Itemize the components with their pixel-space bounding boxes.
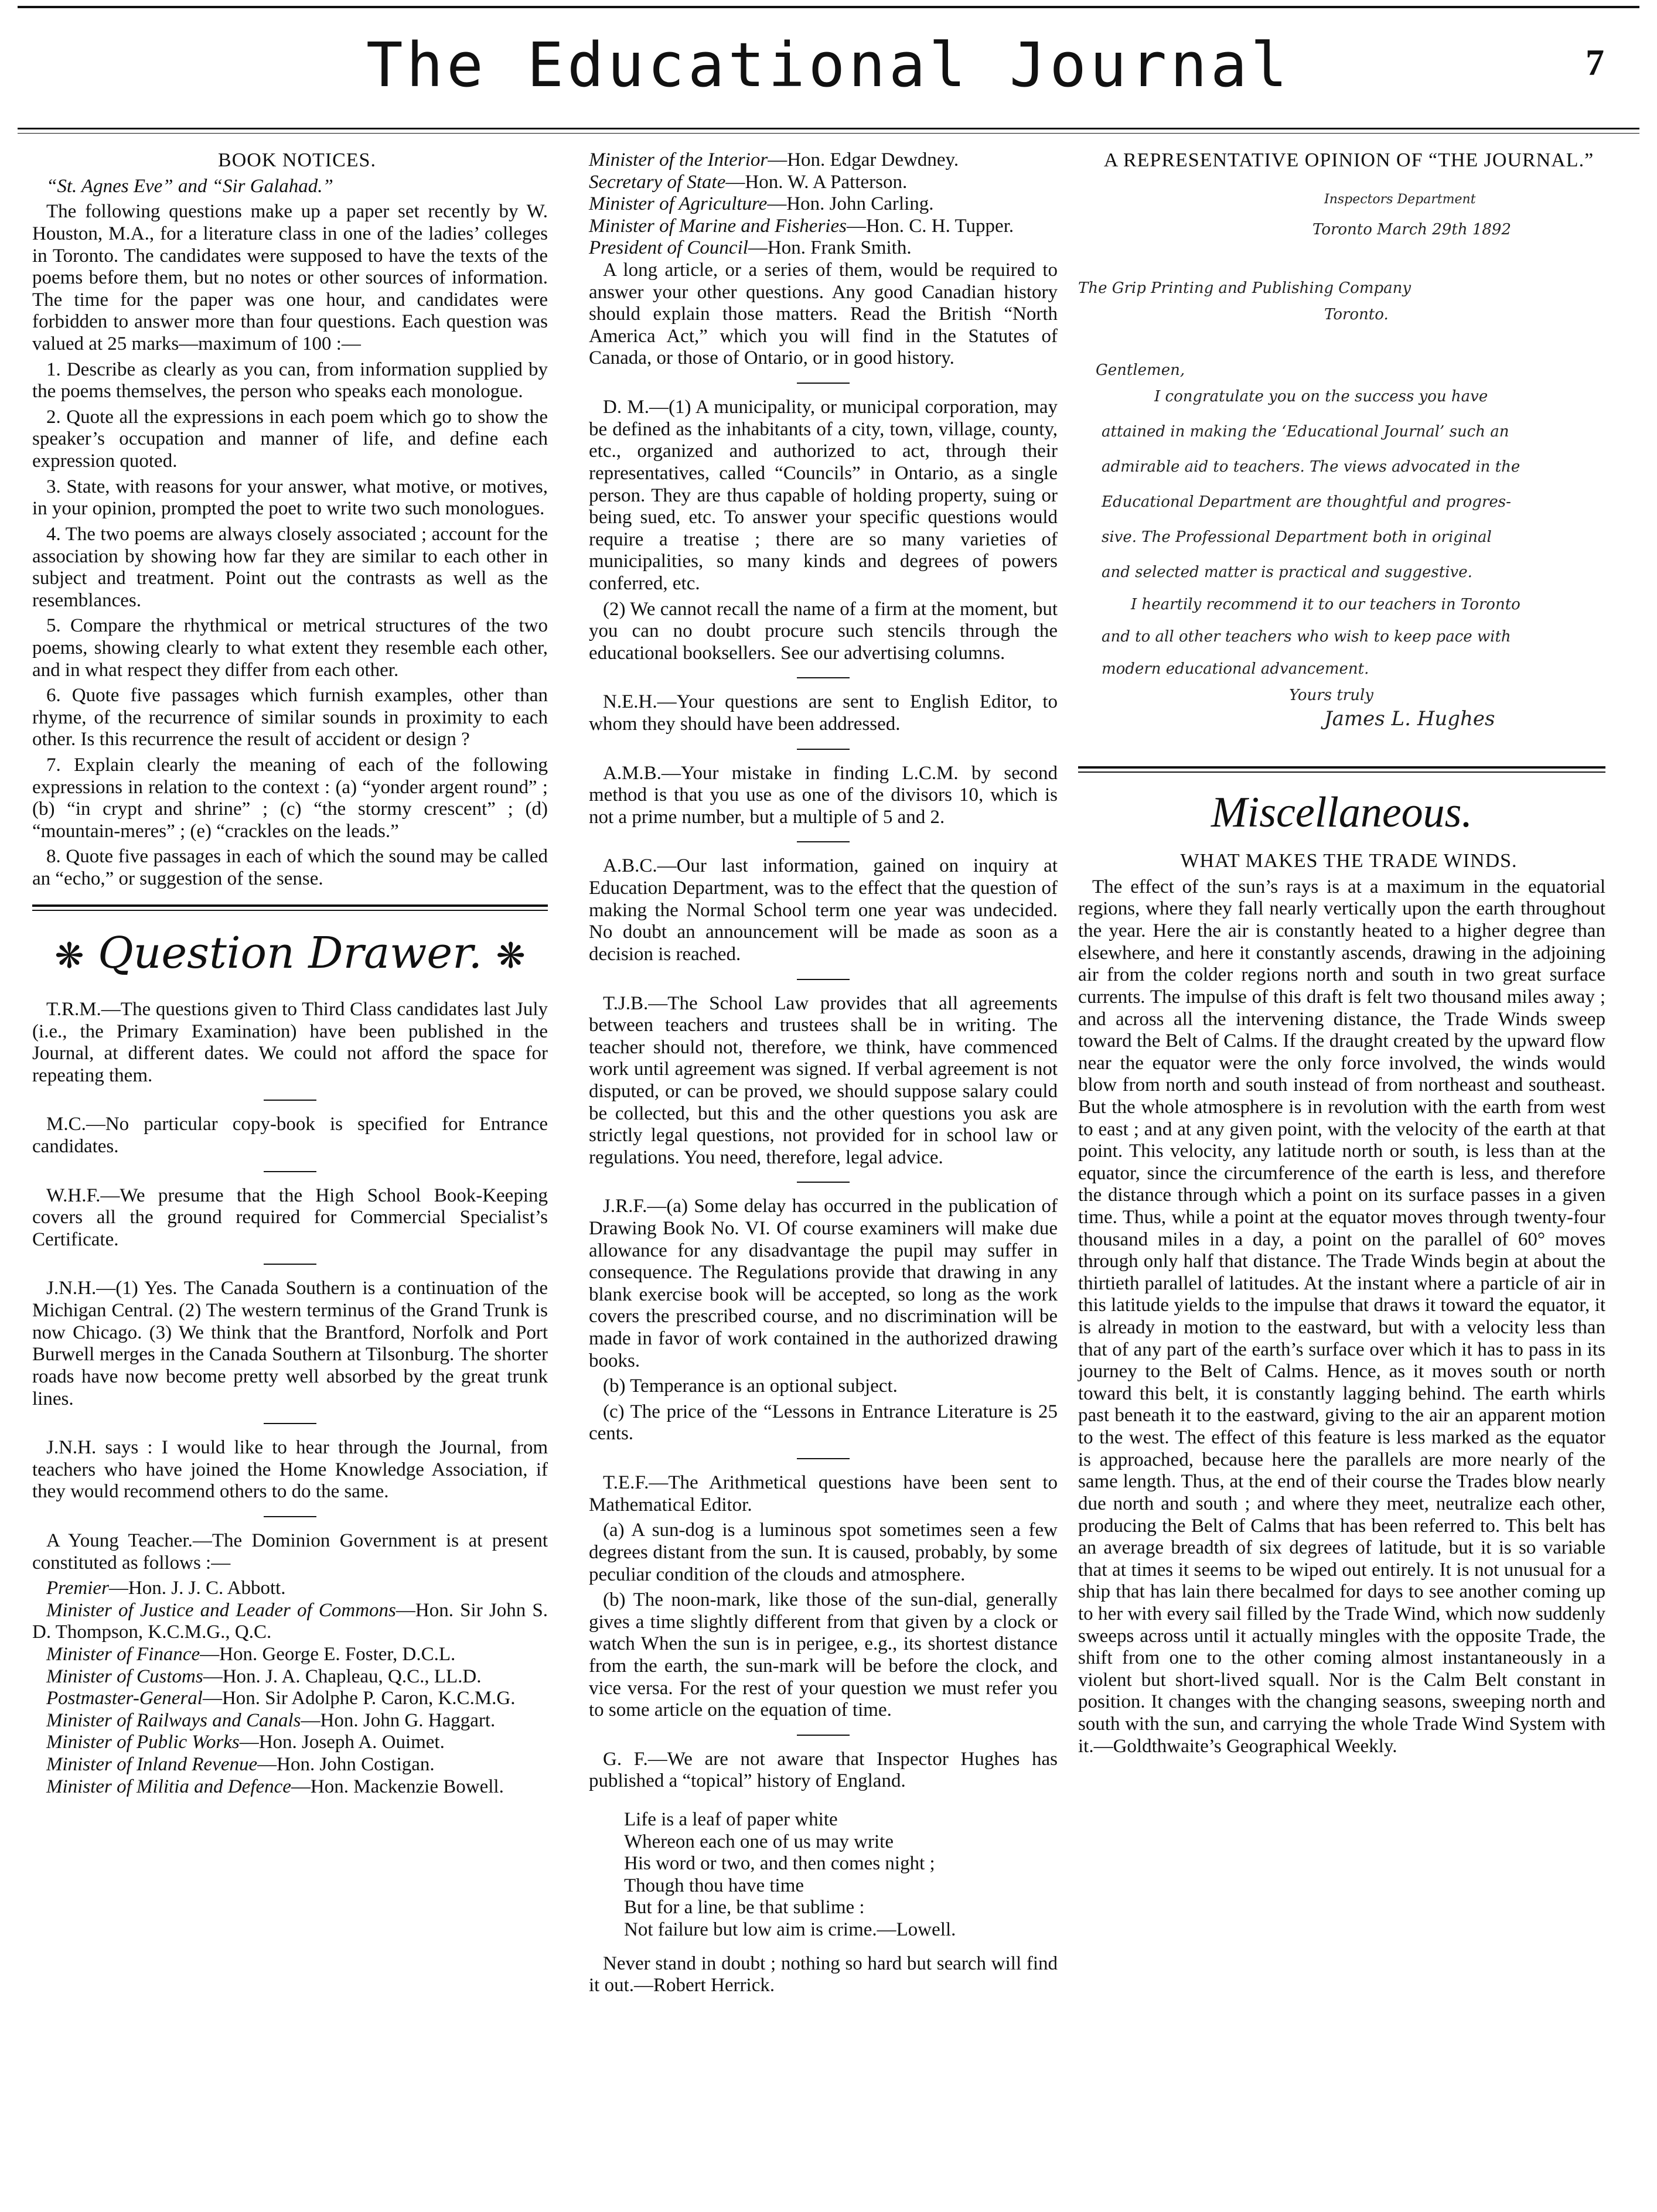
- answer-item: T.J.B.—The School Law provides that all agreements between teachers and trustees shall be in writing. The teacher should not, therefore, we think, have commenced work until agreement was signed. If verbal agreement is not disputed, or can be proved, we should suppose salary could be collected, but this and the other questions you ask are strictly legal questions, not provided for in school law or regulations. You need, therefore, legal advice.: [589, 992, 1058, 1168]
- minister-name: —Hon. John G. Haggart.: [301, 1709, 496, 1731]
- page-number: 7: [1586, 42, 1604, 83]
- minister-office: Minister of Militia and Defence: [46, 1776, 291, 1797]
- minister-entry: [32, 1754, 548, 1776]
- minister-entry: [32, 1644, 548, 1666]
- ministers-list: [32, 1578, 548, 1798]
- short-rule: [264, 1516, 316, 1517]
- masthead-rule: [18, 128, 1639, 134]
- answer-item: J.N.H.—(1) Yes. The Canada Southern is a continuation of the Michigan Central. (2) The western terminus of the Grand Trunk is now Chicago. (3) We think that the Brantford, Norfolk and Port Burwell merges in the Canada Southern at Tilsonburg. The shorter roads have now become pretty well absorbed by the great trunk lines.: [32, 1278, 548, 1409]
- minister-office: Minister of Finance: [46, 1644, 200, 1665]
- minister-office: Premier: [46, 1578, 109, 1599]
- minister-office: President of Council: [589, 237, 748, 259]
- opinion-heading: A REPRESENTATIVE OPINION OF “THE JOURNAL.”: [1103, 149, 1594, 171]
- minister-name: —Hon. George E. Foster, D.C.L.: [200, 1644, 456, 1665]
- letter-date: Toronto March 29th 1892: [1312, 220, 1512, 238]
- short-rule: [797, 383, 850, 384]
- poem-line: Whereon each one of us may write: [624, 1831, 894, 1852]
- ornament-icon: ❋: [54, 935, 84, 977]
- letter-line: I heartily recommend it to our teachers in Toronto: [1131, 595, 1520, 613]
- short-rule: [264, 1171, 316, 1172]
- answer-item: N.E.H.—Your questions are sent to English Editor, to whom they should have been addressed.: [589, 691, 1058, 735]
- book-notices-subtitle: “St. Agnes Eve” and “Sir Galahad.”: [46, 175, 333, 197]
- minister-name: —Hon. J. A. Chapleau, Q.C., LL.D.: [203, 1665, 482, 1687]
- column-middle: [589, 149, 1058, 2001]
- answer-item: (b) The noon-mark, like those of the sun-dial, generally gives a time slightly different from that given by a clock or watch When the sun is in perigee, e.g., its shortest distance from the earth, the sun-mark will be before the clock, and vice versa. For the rest of your question we must refer you to some article on the equation of time.: [589, 1589, 1058, 1721]
- exam-question: 8. Quote five passages in each of which the sound may be called an “echo,” or suggestion of the sense.: [32, 846, 548, 890]
- answer-item: T.R.M.—The questions given to Third Class candidates last July (i.e., the Primary Examination) have been published in the Journal, at different dates. We could not afford the space for repeating them.: [32, 999, 548, 1086]
- short-rule: [264, 1423, 316, 1424]
- exam-question: 2. Quote all the expressions in each poem which go to show the speaker’s occupation and manner of life, and define each expression quoted.: [32, 406, 548, 472]
- minister-office: Minister of Marine and Fisheries: [589, 215, 847, 237]
- young-teacher-intro: A Young Teacher.—The Dominion Government is at present constituted as follows :—: [32, 1530, 548, 1573]
- minister-entry: [32, 1732, 548, 1754]
- minister-entry: [589, 193, 1058, 216]
- poem-line: But for a line, be that sublime :: [624, 1897, 865, 1919]
- minister-entry: [32, 1666, 548, 1688]
- letter-line: sive. The Professional Department both in original: [1102, 528, 1492, 546]
- answer-item: (b) Temperance is an optional subject.: [603, 1375, 898, 1397]
- minister-office: Minister of Public Works: [46, 1732, 240, 1753]
- poem-line: His word or two, and then comes night ;: [624, 1853, 935, 1875]
- top-rule: [18, 6, 1639, 8]
- minister-name: —Hon. Sir Adolphe P. Caron, K.C.M.G.: [202, 1688, 516, 1709]
- column-left: [32, 149, 548, 1798]
- minister-name: —Hon. J. J. C. Abbott.: [108, 1578, 286, 1599]
- exam-question: 5. Compare the rhythmical or metrical structures of the two poems, showing clearly to what extent they resemble each other, and in what respect they differ from each other.: [32, 615, 548, 681]
- answer-item: D. M.—(1) A municipality, or municipal corporation, may be defined as the inhabitants of a city, town, village, county, etc., organized and authorized to act, through their representatives, called “Councils” in Ontario, as a single person. They are thus capable of holding property, suing or being sued, etc. To answer your specific questions would require a treatise ; there are so many varieties of municipalities, so many kinds and degrees of powers conferred, etc.: [589, 397, 1058, 594]
- answer-item: W.H.F.—We presume that the High School Book-Keeping covers all the ground required for Commercial Specialist’s Certificate.: [32, 1184, 548, 1250]
- short-rule: [797, 1735, 850, 1736]
- letter-line: admirable aid to teachers. The views advocated in the: [1102, 458, 1520, 476]
- minister-office: Secretary of State: [589, 171, 726, 193]
- question-drawer-heading: [32, 929, 548, 978]
- letter-line: modern educational advancement.: [1102, 660, 1369, 678]
- minister-entry: [32, 1600, 548, 1644]
- minister-entry: [32, 1688, 548, 1710]
- minister-name: —Hon. Sir John S. D. Thompson, K.C.M.G., Q.C.: [32, 1599, 548, 1643]
- letter-line: and to all other teachers who wish to keep pace with: [1102, 627, 1511, 646]
- letter-dept: Inspectors Department: [1324, 192, 1476, 207]
- minister-name: —Hon. Edgar Dewdney.: [768, 149, 959, 170]
- poem-line: Not failure but low aim is crime.—Lowell.: [624, 1919, 956, 1941]
- letter-addressee: The Grip Printing and Publishing Company: [1078, 279, 1411, 297]
- answer-item: (2) We cannot recall the name of a firm at the moment, but you can no doubt procure such stencils through the educational booksellers. See our advertising columns.: [589, 598, 1058, 664]
- short-rule: [797, 841, 850, 842]
- minister-entry: [32, 1710, 548, 1732]
- minister-entry: [589, 172, 1058, 194]
- column-right: [1078, 149, 1605, 1761]
- minister-name: —Hon. Mackenzie Bowell.: [291, 1776, 504, 1797]
- answer-item: J.R.F.—(a) Some delay has occurred in the publication of Drawing Book No. VI. Of course examiners will make due allowance for any disadvantage the pupil may suffer in consequence. The Regulations provide that drawing in any blank exercise book will be accepted, so long as the work covers the prescribed course, and no discrimination will be made in favor of work contained in the authorized drawing books.: [589, 1196, 1058, 1371]
- answer-item: G. F.—We are not aware that Inspector Hughes has published a “topical” history of England.: [589, 1748, 1058, 1792]
- closing-quote: Never stand in doubt ; nothing so hard but search will find it out.—Robert Herrick.: [589, 1952, 1058, 1996]
- letter-line: Educational Department are thoughtful and progres-: [1102, 493, 1511, 511]
- minister-entry: [589, 149, 1058, 172]
- minister-office: Minister of Agriculture: [589, 193, 768, 215]
- exam-question: 7. Explain clearly the meaning of each of the following expressions in relation to the context : (a) “yonder argent round” ; (b) “in crypt and shrine” ; (c) “the stormy crescent” ; (d) “mountain-meres” ; (e) “crackles on the leads.”: [32, 754, 548, 842]
- short-rule: [797, 1182, 850, 1183]
- answer-item: A.M.B.—Your mistake in finding L.C.M. by second method is that you use as one of the divisors 10, which is not a prime number, but a multiple of 5 and 2.: [589, 762, 1058, 828]
- ministers-list-continued: [589, 149, 1058, 260]
- minister-office: Minister of the Interior: [589, 149, 768, 170]
- miscellaneous-heading: Miscellaneous.: [1211, 788, 1472, 837]
- short-rule: [264, 1264, 316, 1265]
- minister-office: Minister of Railways and Canals: [46, 1709, 301, 1731]
- short-rule: [264, 1100, 316, 1101]
- poem-line: Life is a leaf of paper white: [624, 1809, 838, 1830]
- letter-line: attained in making the ‘Educational Journal’ such an: [1102, 422, 1509, 441]
- section-divider: [1078, 766, 1605, 773]
- answer-item: A.B.C.—Our last information, gained on inquiry at Education Department, was to the effect that the question of making the Normal School term one year was undecided. No doubt an announcement will be made as soon as a decision is reached.: [589, 855, 1058, 965]
- minister-name: —Hon. C. H. Tupper.: [846, 215, 1014, 237]
- minister-name: —Hon. Frank Smith.: [748, 237, 912, 259]
- poem: [624, 1809, 1058, 1941]
- short-rule: [797, 677, 850, 678]
- exam-question: 3. State, with reasons for your answer, what motive, or motives, in your opinion, prompted the poet to write two such monologues.: [32, 476, 548, 520]
- poem-line: Though thou have time: [624, 1875, 804, 1896]
- exam-question: 4. The two poems are always closely associated ; account for the association by showing how far they are similar to each other in subject and treatment. Point out the contrasts as well as the resemblances.: [32, 523, 548, 611]
- minister-name: —Hon. Joseph A. Ouimet.: [239, 1732, 445, 1753]
- short-rule: [797, 1458, 850, 1459]
- answer-item: M.C.—No particular copy-book is specified for Entrance candidates.: [32, 1114, 548, 1158]
- article-text: The effect of the sun’s rays is at a maximum in the equatorial regions, where they fall nearly vertically upon the earth throughout the year. Here the air is constantly heated to a higher degree than elsewhere, and here it constantly ascends, drawing in the adjoining air from the colder regions north and south in two great surface currents. The impulse of this draft is felt two thousand miles away ; and across all the intervening distance, the Trade Winds sweep toward the Belt of Calms. If the draught created by the upward flow near the equator were the only force involved, the winds would blow from north and south instead of from northeast and southeast. But the whole atmosphere is in revolution with the earth from west to east ; and at any given point, with the velocity of the earth at that point. This velocity, any latitude north or south, is less than at the equator, since the circumference of the earth is less, and therefore the distance through which a point on its surface passes in a given time. Thus, while a point at the equator moves through twenty-four thousand miles in a day, a point on the parallel of 60° moves through only half that distance. The Trade Winds begin at about the thirtieth parallel of latitudes. At the instant where a particle of air in this latitude yields to the impulse that draws it toward the equator, it is already in motion to the eastward, but with a velocity less than that of any part of the earth’s surface over which it has to pass in its journey to the Belt of Calms. Hence, as it moves south or north toward this belt, it is constantly lagging behind. The earth whirls past beneath it to the eastward, giving to the air an apparent motion to the west. The effect of this feature is less marked as the equator is approached, because here the parallels are more nearly of the same length. Thus, at the end of their course the Trades blow nearly due north and south ; and where they meet, neutralize each other, producing the Belt of Calms that has been referred to. This belt has an average breadth of six degrees of latitude, but it is so variable that at times it seems to be wiped out entirely. It is not unusual for a ship that has lain there becalmed for days to see another coming up to her with every sail filled by the Trade Wind, which now suddenly sweeps across until it actually mingles with the opposite Trade, the shift from one to the other coming almost instantaneously in a violent but short-lived squall. Nor is the Calm Belt constant in position. It changes with the changing seasons, sweeping north and south with the sun, and carrying the whole Trade Wind System with it.—Goldthwaite’s Geographical Weekly.: [1078, 876, 1605, 1757]
- minister-name: —Hon. W. A Patterson.: [725, 171, 908, 193]
- answer-item: (c) The price of the “Lessons in Entrance Literature is 25 cents.: [589, 1401, 1058, 1445]
- masthead: [18, 6, 1639, 141]
- minister-entry: [589, 237, 1058, 260]
- young-teacher-closing: A long article, or a series of them, would be required to answer your other questions. Any good Canadian history should explain those matters. Read the British “North America Act,” which you will find in the Statutes of Canada, or those of Ontario, or in good history.: [589, 260, 1058, 369]
- answer-item: J.N.H. says : I would like to hear through the Journal, from teachers who have joined the Home Knowledge Association, if they would recommend others to do the same.: [32, 1437, 548, 1503]
- ornament-icon: ❋: [496, 935, 526, 977]
- short-rule: [797, 979, 850, 980]
- minister-office: Minister of Inland Revenue: [46, 1754, 258, 1776]
- minister-entry: [32, 1776, 548, 1798]
- minister-name: —Hon. John Costigan.: [257, 1754, 435, 1776]
- minister-office: Postmaster-General: [46, 1688, 203, 1709]
- minister-office: Minister of Customs: [46, 1665, 203, 1687]
- letter-addressee-city: Toronto.: [1324, 305, 1389, 323]
- exam-question: 6. Quote five passages which furnish examples, other than rhyme, of the recurrence of similar sounds in proximity to each other. Is this recurrence the result of accident or design ?: [32, 685, 548, 750]
- short-rule: [797, 749, 850, 750]
- minister-entry: [32, 1578, 548, 1600]
- minister-office: Minister of Justice and Leader of Commons: [46, 1599, 396, 1621]
- letter-line: and selected matter is practical and suggestive.: [1102, 563, 1472, 581]
- book-notices-intro: The following questions make up a paper set recently by W. Houston, M.A., for a literature class in one of the ladies’ colleges in Toronto. The candidates were supposed to have the texts of the poems before them, but no notes or other sources of information. The time for the paper was one hour, and candidates were forbidden to answer more than four questions. Each question was valued at 25 marks—maximum of 100 :—: [32, 201, 548, 355]
- letter-line: I congratulate you on the success you have: [1154, 387, 1488, 405]
- journal-title: The Educational Journal: [366, 29, 1291, 101]
- letter-salutation: Gentlemen,: [1096, 361, 1185, 379]
- answer-item: (a) A sun-dog is a luminous spot sometimes seen a few degrees distant from the sun. It is caused, probably, by some peculiar condition of the clouds and atmosphere.: [589, 1520, 1058, 1585]
- section-divider: [32, 904, 548, 911]
- minister-entry: [589, 216, 1058, 238]
- minister-name: —Hon. John Carling.: [767, 193, 934, 215]
- question-drawer-title: Question Drawer.: [98, 927, 482, 978]
- handwritten-letter: [1078, 192, 1605, 730]
- article-title: WHAT MAKES THE TRADE WINDS.: [1180, 850, 1518, 872]
- answer-item: T.E.F.—The Arithmetical questions have been sent to Mathematical Editor.: [589, 1472, 1058, 1515]
- exam-question: 1. Describe as clearly as you can, from information supplied by the poems themselves, the person who speaks each monologue.: [32, 359, 548, 402]
- letter-closing: Yours truly: [1289, 686, 1373, 704]
- letter-signature: James L. Hughes: [1324, 706, 1495, 730]
- book-notices-heading: BOOK NOTICES.: [218, 149, 376, 171]
